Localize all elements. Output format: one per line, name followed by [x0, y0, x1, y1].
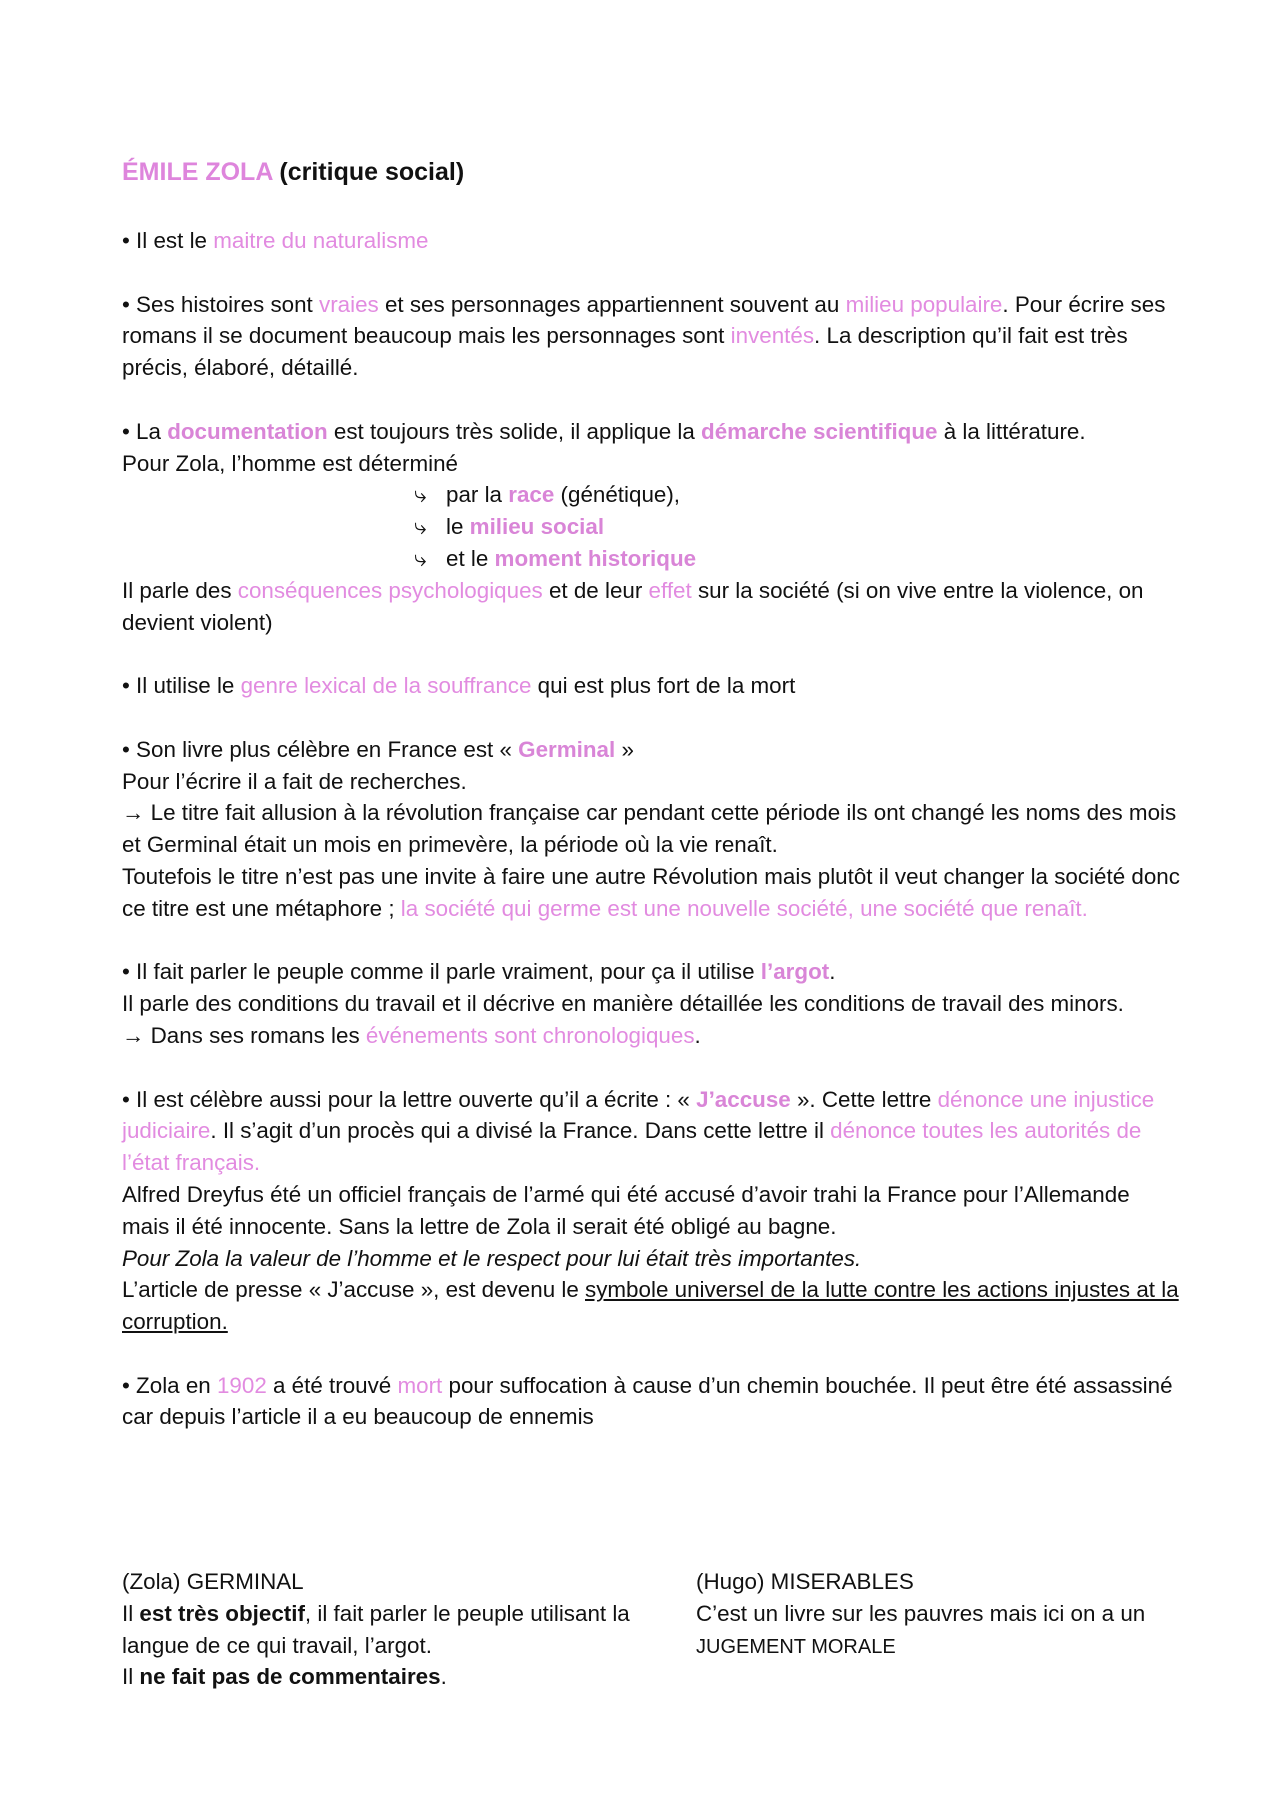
paragraph-documentation: [122, 416, 1182, 480]
text: . Il s’agit d’un procès qui a divisé la France. Dans cette lettre il: [210, 1118, 831, 1144]
highlight: moment historique: [494, 545, 697, 571]
highlight: Germinal: [518, 736, 616, 762]
highlight: mort: [397, 1372, 443, 1398]
highlight: événements sont chronologiques: [365, 1022, 695, 1048]
highlight: conséquences psychologiques: [237, 577, 543, 603]
determinant-item: [122, 479, 1182, 511]
text: → Dans ses romans les: [122, 1022, 366, 1048]
text: • Il est célèbre aussi pour la lettre ouverte qu’il a écrite : «: [122, 1086, 697, 1112]
text: • La: [122, 418, 168, 444]
text: Pour l’écrire il a fait de recherches.: [122, 768, 467, 794]
highlight: effet: [648, 577, 692, 603]
text: sur la société (si on vive entre la violence, on devient violent): [122, 577, 1144, 635]
highlight: documentation: [167, 418, 328, 444]
determinant-item: [122, 511, 1182, 543]
text: → Le titre fait allusion à la révolution française car pendant cette période ils ont changé les noms des mois et Germinal était un mois en primevère, la période où la vie renaît.: [122, 800, 1177, 858]
text: . Pour écrire ses romans il se document beaucoup mais les personnages sont: [122, 291, 1166, 349]
text: • Il utilise le: [122, 673, 241, 699]
bold-text: est très objectif: [139, 1600, 305, 1626]
determinant-item: [122, 543, 1182, 575]
highlight: dénonce une injustice judiciaire: [122, 1086, 1155, 1144]
text: • Il fait parler le peuple comme il parle vraiment, pour ça il utilise: [122, 959, 761, 985]
text: pour suffocation à cause d’un chemin bouchée. Il peut être été assassiné car depuis l’article il a eu beaucoup de ennemis: [122, 1372, 1173, 1430]
text: L’article de presse « J’accuse », est devenu le: [122, 1277, 586, 1303]
text: à la littérature.: [937, 418, 1086, 444]
page-title: [122, 153, 1182, 191]
paragraph-consequences: [122, 575, 1182, 639]
document-body: [122, 153, 1182, 1433]
text: Pour Zola la valeur de l’homme et le respect pour lui était très importantes.: [122, 1245, 862, 1271]
paragraph-argot: [122, 956, 1182, 1051]
comparison-text: [122, 1598, 662, 1693]
paragraph-mort: [122, 1370, 1182, 1434]
text: .: [694, 1022, 701, 1048]
text: . La description qu’il fait est très précis, élaboré, détaillé.: [122, 323, 1128, 381]
underlined-text: symbole universel de la lutte contre les actions injustes at la corruption.: [122, 1277, 1179, 1335]
highlight: race: [508, 482, 555, 508]
highlight: genre lexical de la souffrance: [240, 673, 532, 699]
text: • Son livre plus célèbre en France est «: [122, 736, 519, 762]
text: • Ses histoires sont: [122, 291, 320, 317]
comparison-heading: (Zola) GERMINAL: [122, 1569, 304, 1594]
text: JUGEMENT MORALE: [696, 1635, 896, 1658]
paragraph-naturalisme: [122, 225, 1182, 257]
text: Il parle des conditions du travail et il décrive en manière détaillée les conditions de travail des minors.: [122, 991, 1124, 1017]
highlight: maitre du naturalisme: [213, 228, 429, 253]
text: (génétique),: [554, 482, 681, 508]
highlight: dénonce toutes les autorités de l’état français.: [122, 1118, 1142, 1176]
text: , il fait parler le peuple utilisant la langue de ce qui travail, l’argot.: [122, 1600, 630, 1658]
text: Pour Zola, l’homme est déterminé: [122, 450, 459, 476]
paragraph-lexique: [122, 670, 1182, 702]
text: est toujours très solide, il applique la: [327, 418, 702, 444]
paragraph-jaccuse: [122, 1084, 1182, 1338]
text: a été trouvé: [266, 1372, 398, 1398]
text: Il parle des: [122, 577, 238, 603]
text: et le: [446, 545, 495, 571]
text: par la: [446, 482, 509, 508]
text: Il: [122, 1600, 140, 1626]
text: »: [615, 736, 634, 762]
title-name: ÉMILE ZOLA: [122, 158, 273, 186]
text: qui est plus fort de la mort: [531, 673, 796, 699]
return-arrow-icon: ⤷: [414, 514, 427, 540]
highlight: la société qui germe est une nouvelle société, une société que renaît.: [400, 895, 1088, 921]
title-subtitle: (critique social): [279, 158, 465, 186]
comparison-germinal: [122, 1566, 662, 1693]
paragraph-germinal: [122, 734, 1182, 925]
highlight: l’argot: [760, 959, 830, 985]
text: .: [829, 959, 836, 985]
bold-text: ne fait pas de commentaires: [139, 1664, 441, 1690]
text: ». Cette lettre: [790, 1086, 938, 1112]
paragraph-histoires: [122, 289, 1182, 384]
highlight: inventés: [730, 323, 815, 349]
return-arrow-icon: ⤷: [414, 545, 427, 571]
text: Il: [122, 1664, 140, 1690]
text: le: [446, 514, 470, 540]
text: C’est un livre sur les pauvres mais ici on a un: [696, 1600, 1146, 1626]
text: Toutefois le titre n’est pas une invite à faire une autre Révolution mais plutôt il veut changer la société donc ce titre est une métaphore ;: [122, 863, 1180, 921]
highlight: J’accuse: [696, 1086, 791, 1112]
text: .: [440, 1664, 447, 1690]
text: • Il est le: [122, 228, 214, 253]
highlight: milieu populaire: [845, 291, 1003, 317]
highlight: 1902: [216, 1372, 267, 1398]
comparison-text: [696, 1598, 1176, 1664]
highlight: vraies: [319, 291, 379, 317]
highlight: démarche scientifique: [701, 418, 938, 444]
highlight: milieu social: [469, 514, 605, 540]
text: • Zola en: [122, 1372, 217, 1398]
text: Alfred Dreyfus été un officiel français de l’armé qui été accusé d’avoir trahi la France pour l’Allemande mais il été innocente. Sans la lettre de Zola il serait été obligé au bagne.: [122, 1181, 1130, 1239]
comparison-heading: (Hugo) MISERABLES: [696, 1569, 914, 1594]
return-arrow-icon: ⤷: [414, 482, 427, 508]
text: et ses personnages appartiennent souvent au: [378, 291, 846, 317]
comparison-miserables: [696, 1566, 1176, 1663]
text: et de leur: [542, 577, 649, 603]
